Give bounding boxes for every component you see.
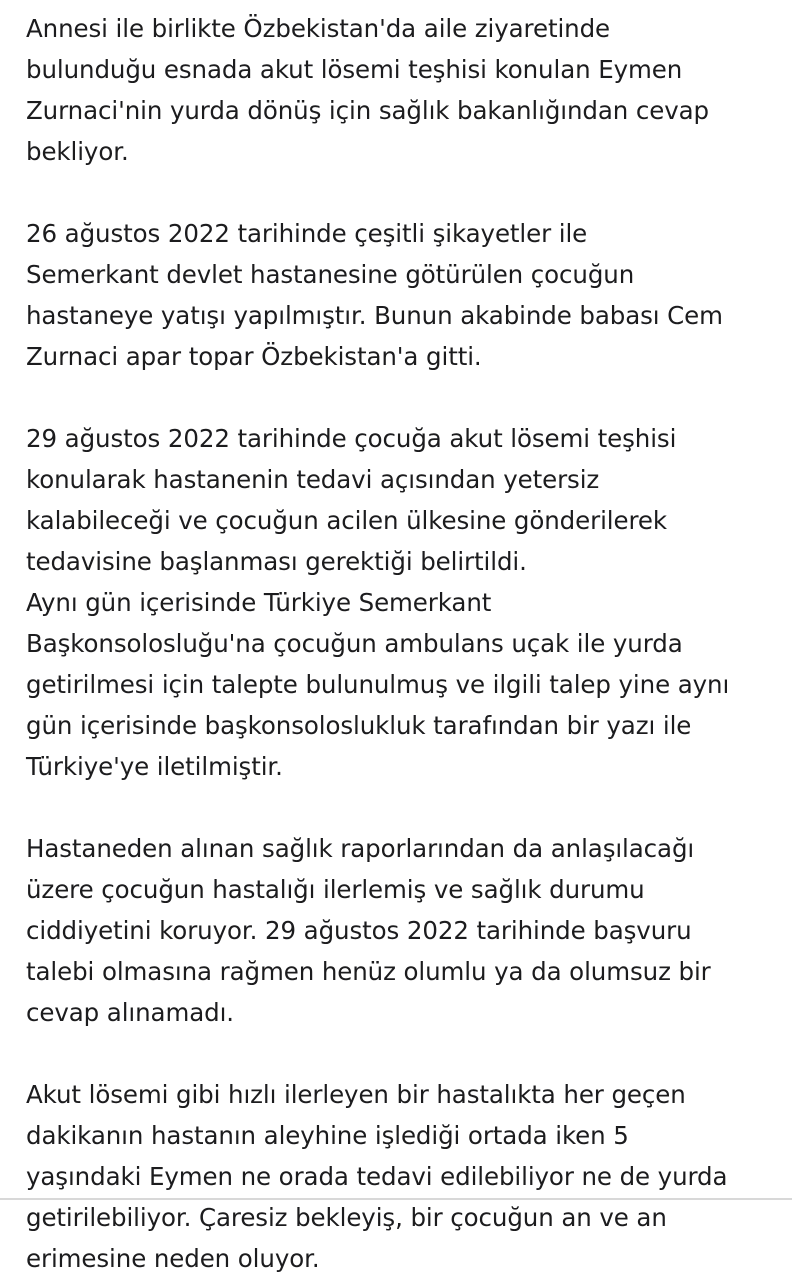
text-line: Annesi ile birlikte Özbekistan'da aile ziyaretinde	[26, 14, 611, 43]
text-line: Semerkant devlet hastanesine götürülen çocuğun	[26, 260, 635, 289]
text-line: dakikanın hastanın aleyhine işlediği ortada iken 5	[26, 1121, 629, 1150]
text-line: kalabileceği ve çocuğun acilen ülkesine gönderilerek	[26, 506, 667, 535]
post-text-body	[26, 8, 776, 1279]
paragraph-3	[26, 418, 776, 787]
paragraph-4	[26, 828, 776, 1033]
text-line: bekliyor.	[26, 137, 129, 166]
text-line: ciddiyetini koruyor. 29 ağustos 2022 tarihinde başvuru	[26, 916, 692, 945]
paragraph-2	[26, 213, 776, 377]
text-line: Başkonsolosluğu'na çocuğun ambulans uçak ile yurda	[26, 629, 683, 658]
text-line: hastaneye yatışı yapılmıştır. Bunun akabinde babası Cem	[26, 301, 723, 330]
text-line: yaşındaki Eymen ne orada tedavi edilebiliyor ne de yurda	[26, 1162, 728, 1191]
text-line: talebi olmasına rağmen henüz olumlu ya da olumsuz bir	[26, 957, 711, 986]
text-line: getirilebiliyor. Çaresiz bekleyiş, bir çocuğun an ve an	[26, 1203, 667, 1232]
text-line: 26 ağustos 2022 tarihinde çeşitli şikayetler ile	[26, 219, 588, 248]
text-line: Akut lösemi gibi hızlı ilerleyen bir hastalıkta her geçen	[26, 1080, 686, 1109]
text-line: gün içerisinde başkonsoloslukluk tarafından bir yazı ile	[26, 711, 692, 740]
text-line: Türkiye'ye iletilmiştir.	[26, 752, 283, 781]
text-line: üzere çocuğun hastalığı ilerlemiş ve sağlık durumu	[26, 875, 645, 904]
text-line: 29 ağustos 2022 tarihinde çocuğa akut lösemi teşhisi	[26, 424, 677, 453]
paragraph-5	[26, 1074, 776, 1279]
text-line: erimesine neden oluyor.	[26, 1244, 320, 1273]
text-line: Hastaneden alınan sağlık raporlarından da anlaşılacağı	[26, 834, 695, 863]
text-line: Zurnaci'nin yurda dönüş için sağlık bakanlığından cevap	[26, 96, 710, 125]
text-line: getirilmesi için talepte bulunulmuş ve ilgili talep yine aynı	[26, 670, 730, 699]
text-line: tedavisine başlanması gerektiği belirtildi.	[26, 547, 527, 576]
text-line: Aynı gün içerisinde Türkiye Semerkant	[26, 588, 492, 617]
paragraph-1	[26, 8, 776, 172]
text-line: bulunduğu esnada akut lösemi teşhisi konulan Eymen	[26, 55, 683, 84]
text-line: cevap alınamadı.	[26, 998, 234, 1027]
text-line: konularak hastanenin tedavi açısından yetersiz	[26, 465, 600, 494]
text-line: Zurnaci apar topar Özbekistan'a gitti.	[26, 342, 482, 371]
